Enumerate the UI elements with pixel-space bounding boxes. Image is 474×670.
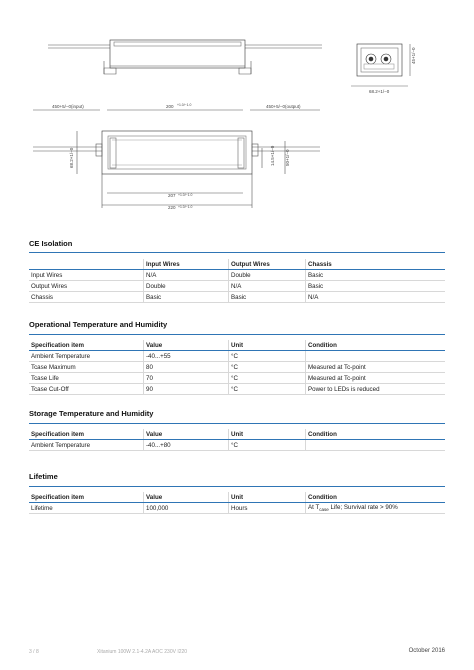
table-header-row (29, 259, 445, 270)
technical-drawings (0, 0, 474, 225)
table-cell: Chassis (29, 292, 144, 303)
condition-prefix: At T (308, 504, 320, 511)
table-cell: 100,000 (144, 503, 229, 514)
table-cell: Tcase Life (29, 373, 144, 384)
table-cell: 70 (144, 373, 229, 384)
dim-200: 200 (166, 104, 174, 109)
table-cell: Tcase Cut-Off (29, 384, 144, 395)
storage-title: Storage Temperature and Humidity (29, 409, 154, 418)
dim-side-45: 45+1/−0 (411, 47, 416, 64)
section-rule (29, 334, 445, 335)
condition-suffix: Life; Survival rate > 90% (328, 504, 398, 511)
ce-isolation-title: CE Isolation (29, 239, 73, 248)
column-header: Input Wires (144, 259, 229, 270)
dim-220-tol: +1.0/−1.0 (178, 205, 193, 209)
table-cell: -40...+80 (144, 440, 229, 451)
table-cell: 80 (144, 362, 229, 373)
table-row (29, 373, 445, 384)
table-cell: Double (229, 270, 306, 281)
column-header: Condition (306, 340, 446, 351)
dim-50: 50+1/−0 (285, 149, 290, 166)
table-cell: Basic (229, 292, 306, 303)
table-cell (306, 440, 446, 451)
column-header: Value (144, 340, 229, 351)
table-row (29, 270, 445, 281)
table-header-row (29, 492, 445, 503)
table-cell: Double (144, 281, 229, 292)
section-rule (29, 486, 445, 487)
column-header: Unit (229, 340, 306, 351)
product-name: Xitanium 100W 2.1-4.2A AOC 230V I220 (97, 649, 188, 655)
table-cell: Basic (306, 270, 446, 281)
table-cell: Output Wires (29, 281, 144, 292)
table-cell: °C (229, 362, 306, 373)
lifetime-table (29, 492, 445, 514)
table-cell: °C (229, 351, 306, 362)
ce-isolation-table (29, 259, 445, 303)
dim-14: 14.5+1/−0 (270, 145, 275, 166)
table-cell: Basic (306, 281, 446, 292)
dim-207: 207 (168, 193, 176, 198)
dim-output: 450+5/−0(output) (266, 104, 301, 109)
table-row (29, 351, 445, 362)
column-header: Value (144, 429, 229, 440)
column-header: Specification item (29, 492, 144, 503)
table-cell: N/A (144, 270, 229, 281)
table-cell (306, 351, 446, 362)
column-header: Chassis (306, 259, 446, 270)
column-header: Value (144, 492, 229, 503)
table-row (29, 281, 445, 292)
column-header: Unit (229, 492, 306, 503)
dim-68-2: 68.2+1/−0 (69, 147, 74, 168)
table-header-row (29, 429, 445, 440)
column-header: Condition (306, 492, 446, 503)
table-cell: Hours (229, 503, 306, 514)
table-cell: Ambient Temperature (29, 440, 144, 451)
column-header (29, 259, 144, 270)
table-cell: Ambient Temperature (29, 351, 144, 362)
table-cell: °C (229, 373, 306, 384)
lifetime-title: Lifetime (29, 472, 58, 481)
column-header: Specification item (29, 429, 144, 440)
dim-200-tol: +1.0/−1.0 (177, 103, 192, 107)
table-row (29, 292, 445, 303)
table-cell: Measured at Tc-point (306, 373, 446, 384)
table-cell: °C (229, 440, 306, 451)
section-rule (29, 423, 445, 424)
storage-table (29, 429, 445, 451)
dim-input: 450+5/−0(input) (52, 104, 84, 109)
table-cell: -40...+55 (144, 351, 229, 362)
table-row (29, 440, 445, 451)
table-row (29, 384, 445, 395)
table-cell: N/A (229, 281, 306, 292)
dim-207-tol: +1.0/−1.0 (178, 193, 193, 197)
condition-subscript: case (319, 507, 329, 513)
dim-side-68: 68.2+1/−0 (369, 89, 390, 94)
table-cell: Power to LEDs is reduced (306, 384, 446, 395)
table-row (29, 362, 445, 373)
operational-table (29, 340, 445, 395)
lifetime-condition-cell (306, 503, 446, 514)
table-row (29, 503, 445, 514)
table-cell: Measured at Tc-point (306, 362, 446, 373)
table-header-row (29, 340, 445, 351)
operational-title: Operational Temperature and Humidity (29, 320, 168, 329)
column-header: Specification item (29, 340, 144, 351)
column-header: Condition (306, 429, 446, 440)
section-rule (29, 252, 445, 253)
table-cell: 90 (144, 384, 229, 395)
table-cell: Lifetime (29, 503, 144, 514)
page-number: 3 / 8 (29, 649, 39, 655)
column-header: Unit (229, 429, 306, 440)
table-cell: Input Wires (29, 270, 144, 281)
table-cell: Tcase Maximum (29, 362, 144, 373)
table-cell: N/A (306, 292, 446, 303)
table-cell: °C (229, 384, 306, 395)
table-cell: Basic (144, 292, 229, 303)
document-date: October 2016 (408, 648, 445, 654)
column-header: Output Wires (229, 259, 306, 270)
dim-220: 220 (168, 205, 176, 210)
